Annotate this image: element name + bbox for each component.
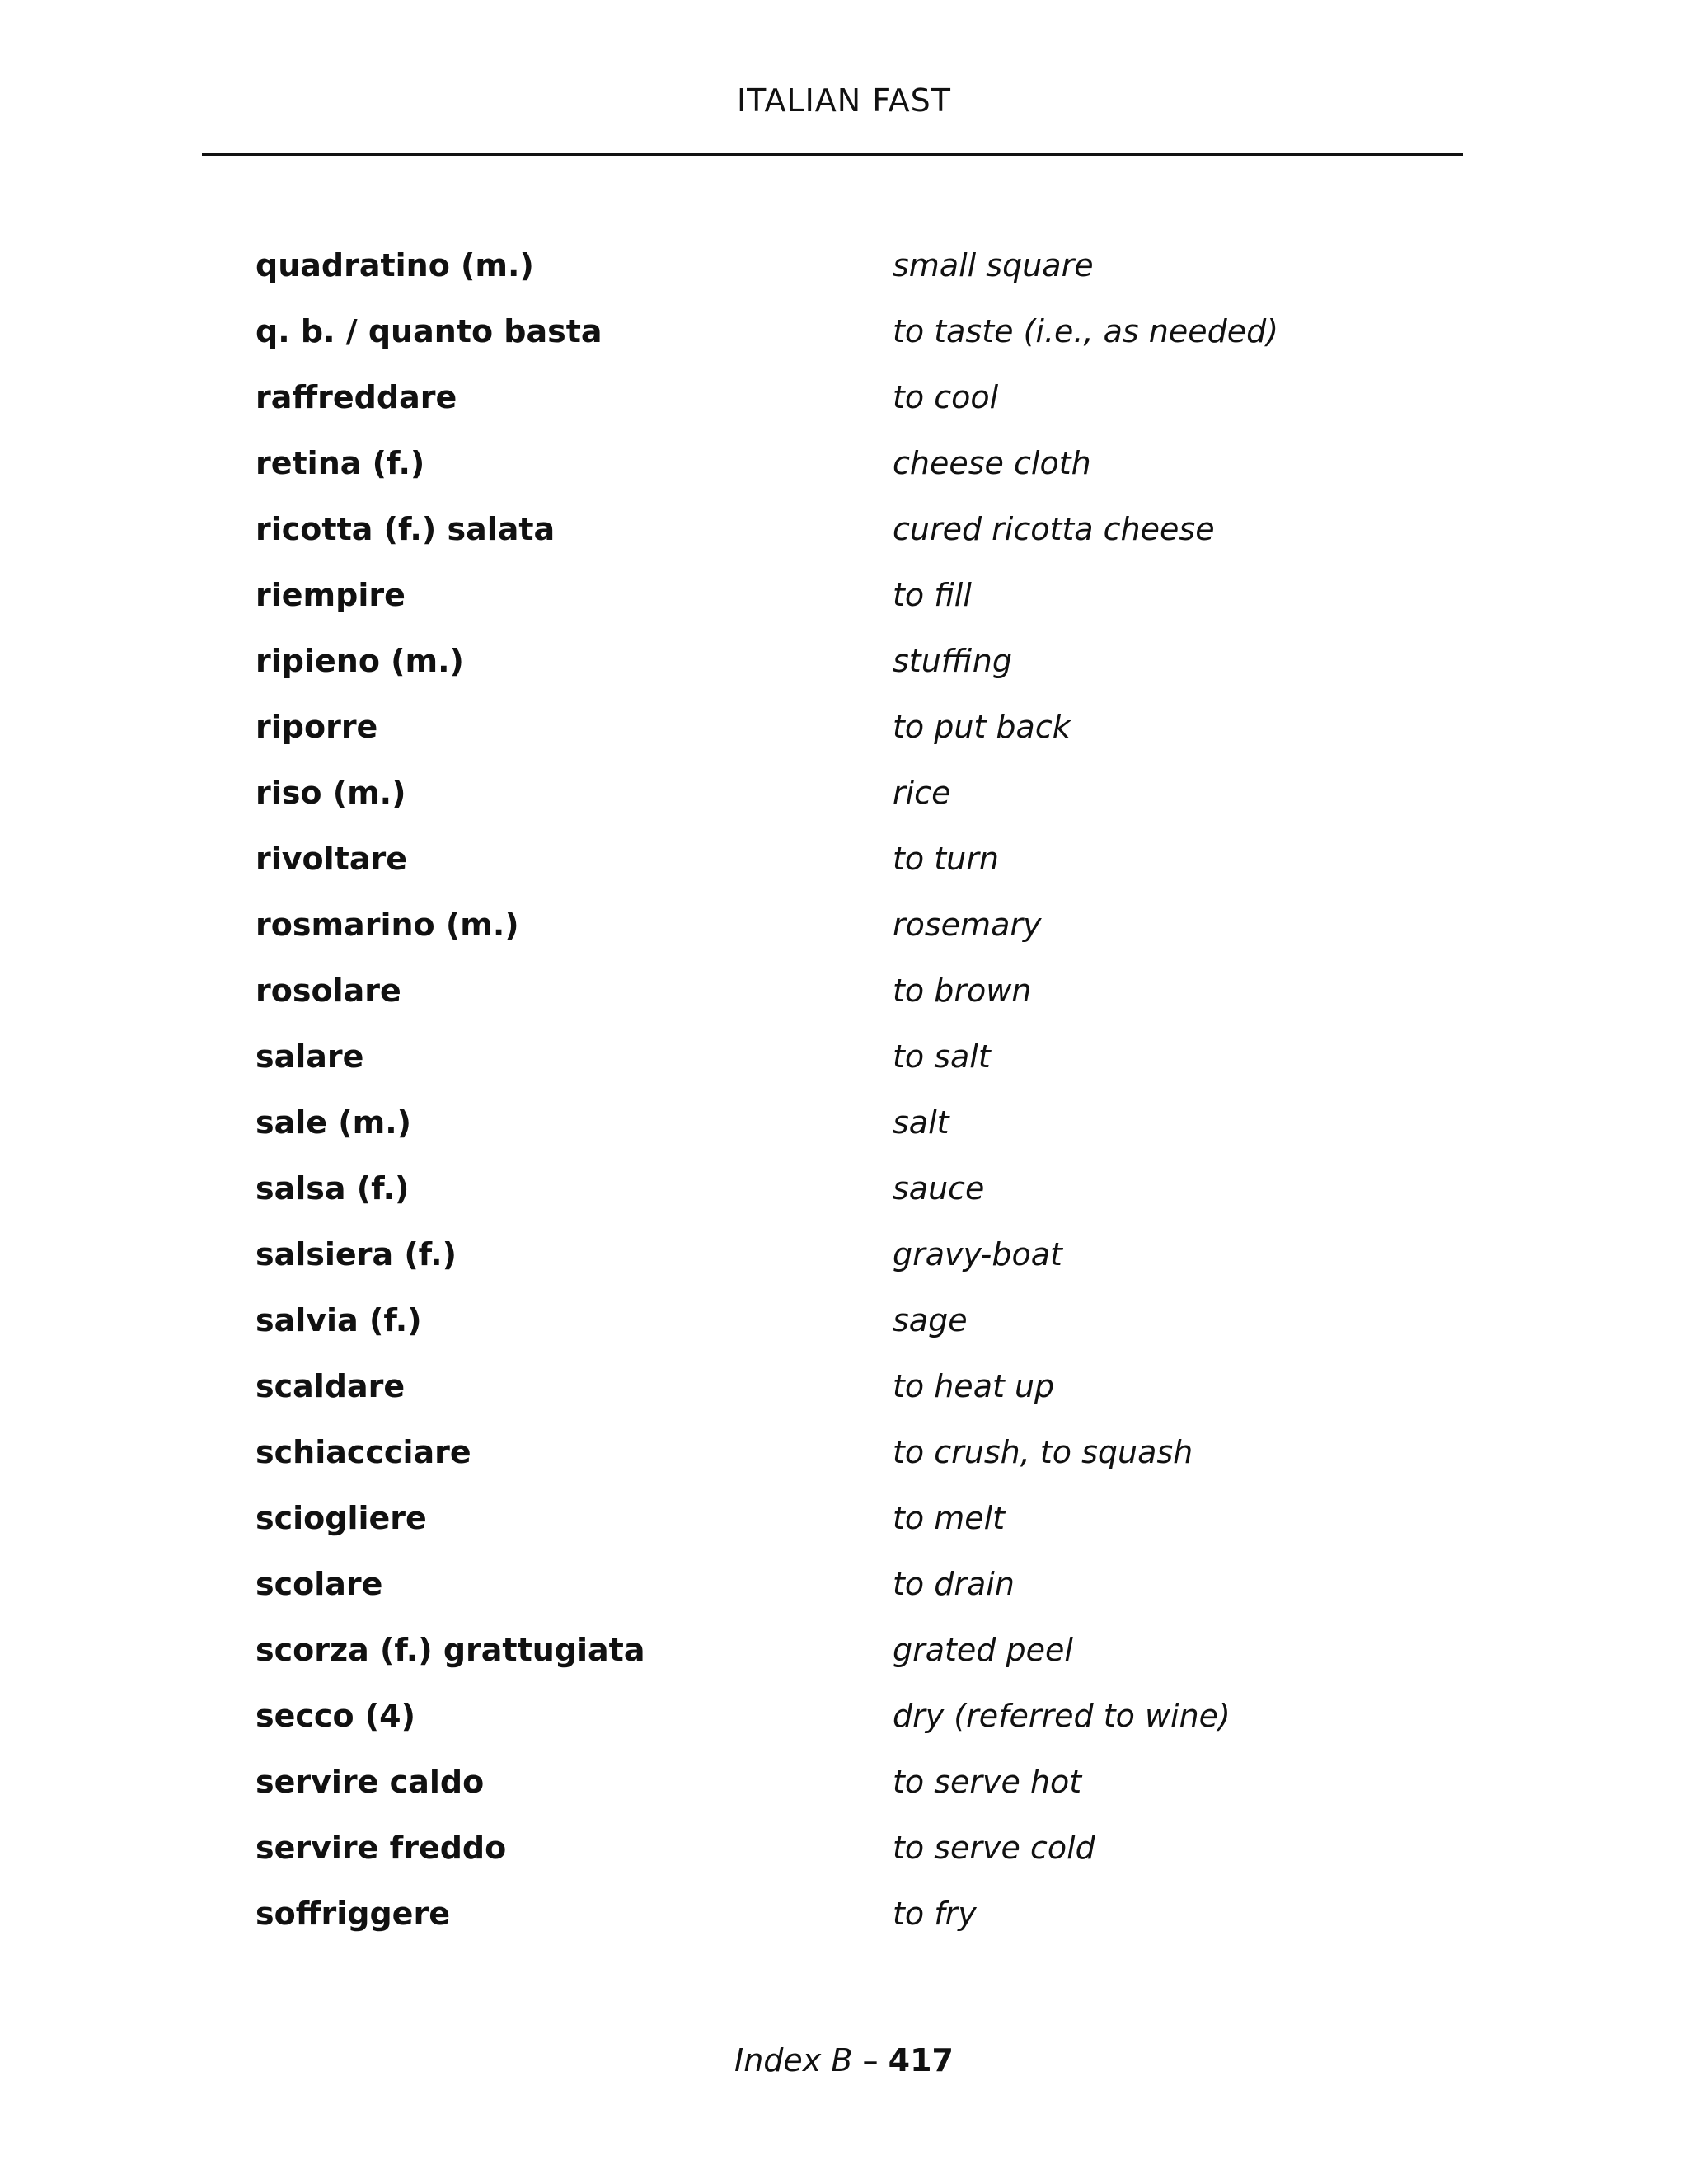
glossary-term: rosolare [256,972,401,1009]
glossary-meaning: sauce [893,1170,985,1207]
glossary-meaning: grated peel [893,1632,1073,1668]
glossary-term: ricotta (f.) salata [256,511,556,547]
glossary-meaning: cheese cloth [893,445,1091,481]
glossary-entry [0,709,1688,775]
glossary-meaning: to fill [893,577,972,613]
page-footer [0,2042,1688,2079]
glossary-entry [0,1764,1688,1830]
glossary-term: salsiera (f.) [256,1236,457,1272]
glossary-term: servire freddo [256,1830,507,1866]
glossary-entry [0,775,1688,841]
glossary-entry [0,379,1688,445]
glossary-entry [0,1170,1688,1236]
glossary-term: scolare [256,1566,383,1602]
glossary-entry [0,577,1688,643]
glossary-entry [0,1896,1688,1961]
glossary-entry [0,907,1688,972]
glossary-meaning: small square [893,247,1094,284]
glossary-term: rivoltare [256,841,407,877]
glossary-meaning: to drain [893,1566,1015,1602]
glossary-entry [0,1632,1688,1698]
glossary-meaning: to fry [893,1896,977,1932]
glossary-meaning: to heat up [893,1368,1055,1404]
glossary-meaning: rice [893,775,951,811]
glossary-meaning: sage [893,1302,968,1338]
glossary-meaning: to serve hot [893,1764,1082,1800]
header-divider [202,153,1463,156]
glossary-meaning: to put back [893,709,1071,745]
glossary-term: sale (m.) [256,1104,412,1141]
glossary-meaning: to taste (i.e., as needed) [893,313,1279,349]
glossary-entry [0,841,1688,907]
glossary-term: schiaccciare [256,1434,471,1470]
glossary-term: riso (m.) [256,775,406,811]
glossary-meaning: rosemary [893,907,1042,943]
footer-separator: – [862,2042,879,2079]
glossary-entry [0,1104,1688,1170]
glossary-entry [0,1566,1688,1632]
glossary-entry [0,1698,1688,1764]
glossary-meaning: to crush, to squash [893,1434,1193,1470]
glossary-entry [0,1368,1688,1434]
glossary-term: salare [256,1038,364,1075]
glossary-meaning: gravy-boat [893,1236,1062,1272]
glossary-term: salsa (f.) [256,1170,410,1207]
glossary-term: riempire [256,577,406,613]
glossary-entry [0,445,1688,511]
glossary-entry [0,643,1688,709]
glossary-term: quadratino (m.) [256,247,534,284]
glossary-meaning: to cool [893,379,999,415]
glossary-term: secco (4) [256,1698,415,1734]
glossary-meaning: to brown [893,972,1032,1009]
glossary-meaning: to melt [893,1500,1006,1536]
glossary-term: ripieno (m.) [256,643,464,679]
glossary-entry [0,1830,1688,1896]
glossary-term: raffreddare [256,379,457,415]
glossary-entry [0,313,1688,379]
page-number: 417 [888,2042,954,2079]
glossary-entry [0,1302,1688,1368]
glossary-term: salvia (f.) [256,1302,422,1338]
glossary-entry [0,511,1688,577]
glossary-term: riporre [256,709,378,745]
glossary-meaning: salt [893,1104,950,1141]
glossary-meaning: to salt [893,1038,991,1075]
glossary-entry [0,1434,1688,1500]
glossary-meaning: to serve cold [893,1830,1095,1866]
glossary-term: q. b. / quanto basta [256,313,603,349]
glossary-meaning: dry (referred to wine) [893,1698,1231,1734]
glossary-term: servire caldo [256,1764,485,1800]
glossary-term: scaldare [256,1368,406,1404]
glossary-entry [0,247,1688,313]
page-header-title: ITALIAN FAST [736,82,952,119]
glossary-term: soffriggere [256,1896,450,1932]
glossary-list [0,247,1688,1961]
glossary-meaning: stuffing [893,643,1012,679]
glossary-entry [0,972,1688,1038]
glossary-term: sciogliere [256,1500,427,1536]
glossary-entry [0,1236,1688,1302]
glossary-term: rosmarino (m.) [256,907,519,943]
glossary-term: retina (f.) [256,445,425,481]
glossary-entry [0,1038,1688,1104]
glossary-term: scorza (f.) grattugiata [256,1632,645,1668]
glossary-meaning: cured ricotta cheese [893,511,1215,547]
glossary-meaning: to turn [893,841,999,877]
glossary-entry [0,1500,1688,1566]
footer-index-label: Index B [734,2042,853,2079]
